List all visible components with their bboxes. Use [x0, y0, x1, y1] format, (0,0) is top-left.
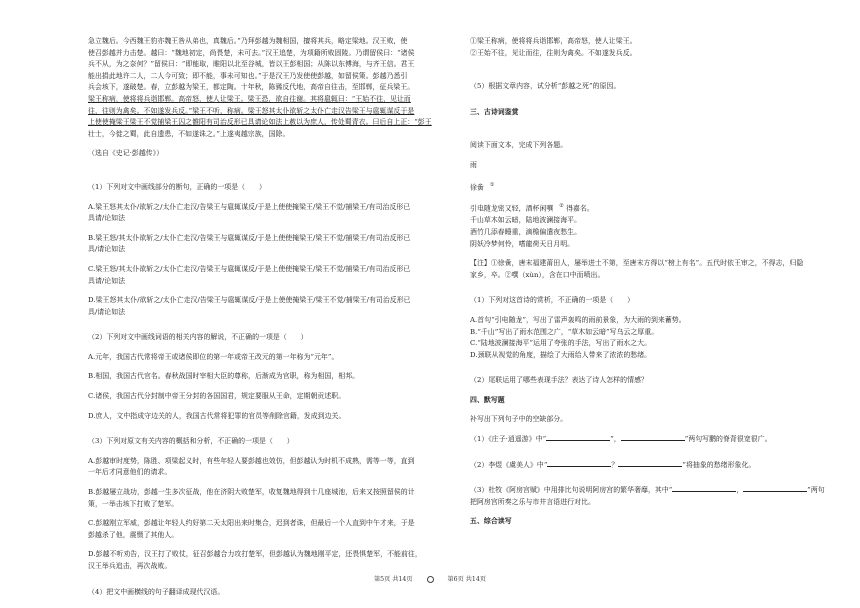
- fill-item-3: （3）杜牧《阿房宫赋》中用排比句说明阿房宫的繁华奢靡，其中“ ， ”两句 把阿房宫所奏之乐与市井言语进行对比。: [470, 486, 825, 506]
- poem-note: 【注】①徐夤，唐末福建莆田人，屡举进士不第，至唐末方得以“榜上有名”。五代时依王审之，不得志，归隐 家乡，卒。②噀（xùn），含在口中而喷出。: [470, 259, 804, 279]
- q4-item-1: ①梁王称病，使将将兵诣邯郸，高帝怒，使人让梁王。: [470, 37, 637, 45]
- fill-item-1: （1）《庄子·逍遥游》中“ ”， ”两句写鹏的脊背很宽很广。: [470, 435, 772, 444]
- q3-option-b: B.彭越屡立战功，彭越一生多次征战，他在济阴大败楚军，收复魏地得到十几座城池，后来又按照留侯的计 策，一举击垓下打败了楚军。: [88, 488, 415, 508]
- q4-item-2: ②王始不往，见让而往，往则为禽矣。不如遂发兵反。: [470, 48, 637, 57]
- poem-author: 徐夤 ①: [470, 181, 495, 191]
- right-page-number: 第6页 共14页: [447, 576, 486, 583]
- left-page: [88, 36, 435, 598]
- blank-line[interactable]: [547, 460, 611, 467]
- q6-option-b: B.“千山”写出了雨水范围之广，“草木如云暗”写乌云之厚重。: [470, 327, 659, 336]
- left-page-number: 第5页 共14页: [374, 576, 413, 583]
- q6-option-c: C.“陆地波澜接海平”运用了夸张的手法，写出了雨水之大。: [470, 339, 652, 348]
- q1-option-d: D.梁王怒其太仆/欲斩之/太仆亡走汉/告梁王与扈辄谋反/于是上使使掩梁王/梁王不觉/捕梁王/有司治反形已 具/请论如法: [88, 296, 411, 316]
- poem-line-1: 引电随龙密又轻，酒杯闲噀 ② 得嘉名。: [470, 203, 594, 213]
- page-footer: [0, 574, 860, 583]
- question-2-stem: （2）下列对文中画线词语的相关内容的解说，不正确的一项是（ ）: [88, 333, 308, 342]
- poem-note-mark: ①: [489, 181, 495, 188]
- poem-title: 雨: [470, 160, 477, 169]
- blank-line[interactable]: [546, 434, 610, 441]
- section-heading-3: 三、古诗词鉴赏: [470, 107, 519, 116]
- poem-line-2: 千山草木如云暗，陆地波澜接海平。: [470, 216, 582, 225]
- question-4-stem: （4）把文中画横线的句子翻译成现代汉语。: [88, 587, 225, 596]
- question-3-stem: （3）下列对原文有关内容的概括和分析，不正确的一项是（ ）: [88, 437, 294, 446]
- q2-option-d: D.庶人，文中指成守边关的人，我国古代常将犯罪的官员等削除官籍，发成到边关。: [88, 411, 346, 420]
- q3-option-a: A.彭越审时度势，陈胜、项梁起义时，有些年轻人要彭越也效仿，但彭越认为时机不成熟，需等一等，直到 一年后才同意他们的请求。: [88, 456, 415, 477]
- q2-option-c: C.诸侯，我国古代分封制中帝王分封的各国国君，规定要服从王命，定期朝贡述职。: [88, 392, 346, 401]
- poem-intro: 阅读下面文本，完成下列各题。: [470, 141, 568, 150]
- question-7-stem: （2）尾联运用了哪些表现手法？表达了诗人怎样的情感？: [470, 376, 648, 385]
- passage-line: 能出捐此地许二人，二人今可致；即不能，事未可知也。”于是汉王乃发使使彭越，如留侯策。彭越乃悉引: [88, 71, 408, 80]
- q1-option-a: A.梁王怒其太仆/欲斩之/太仆亡走汉/告梁王与扈辄谋反/于是上使使掩梁王/梁王不觉/捕梁王/有司治反形已 具请/论如法: [88, 202, 411, 223]
- passage-line: 急立魏后。今西魏王豹亦魏王咎从弟也，真魏后。”乃拜彭越为魏相国，擅将其兵，略定梁地。汉王败，使: [88, 37, 408, 45]
- q6-option-d: D.颈联从视觉的角度，描绘了大雨给人带来了浓浓的愁绪。: [470, 350, 652, 359]
- blank-line[interactable]: [618, 460, 682, 467]
- fill-intro: 补写出下列句子中的空缺部分。: [470, 415, 568, 424]
- question-6-stem: （1）下列对这首诗的赏析，不正确的一项是（ ）: [470, 296, 635, 305]
- q1-option-c: C.梁王怒/其太仆欲斩之/太仆亡走汉/告梁王与扈辄谋反/于是上使使掩梁王/梁王不觉/捕梁王/有司治反形已 具请/论如法: [88, 264, 411, 285]
- passage-source: （选自《史记·彭越传》）: [88, 149, 164, 158]
- section-heading-5: 五、综合读写: [470, 517, 512, 526]
- q6-option-a: A.首句“引电随龙”，写出了雷声轰鸣的雨前景象，为大雨的到来蓄势。: [470, 315, 686, 324]
- question-5-stem: （5）根据文章内容，试分析“彭越之死”的原因。: [470, 82, 621, 91]
- poem-line-3: 酒竹几添春睡重，滴檐偏遣夜愁生。: [470, 227, 582, 236]
- passage-line: 使召彭越并力击楚。越曰：“魏地初定，尚畏楚，未可去。”汉王追楚，为项籍所败固陵。乃谓留侯曰：“诸侯: [88, 48, 415, 57]
- passage-line: 壮士，今徙之蜀，此自遗患，不如遂诛之。”上遂夷越宗族，国除。: [88, 129, 290, 138]
- passage-line-underlined: 往，往则为禽矣。不如遂发兵反。”梁王不听，称病。梁王怒其太仆欲斩之太仆亡走汉告梁王与扈辄谋反于是: [88, 106, 415, 115]
- right-page: [470, 36, 840, 528]
- blank-line[interactable]: [672, 485, 736, 492]
- passage-line-underlined: 上使使掩梁王梁王不觉捕梁王囚之雒阳有司治反形已具请论如法上赦以为庶人，传处蜀青衣。曰后自上正：“彭王: [88, 118, 432, 127]
- passage-line: 兵不从，为之奈何？”留侯曰：“即能取，睢阳以北至谷城，皆以王彭相国；从陈以东傅海，与齐王信。君王: [88, 60, 415, 69]
- passage-line-underlined: 梁王称病，使将将兵诣邯郸。高帝怒，使人让梁王。梁王恐，欲自往谢。其将扈辄曰：“王始不往，见让而: [88, 94, 411, 103]
- q3-option-c: C.彭越刚立军威，彭越让年轻人约好第二天太阳出来时集合，迟到者诛，但最后一个人直到中午才来，于是 彭越杀了他，震慑了其他人。: [88, 519, 415, 539]
- blank-line[interactable]: [743, 485, 807, 492]
- q2-option-b: B.相国，我国古代官名。春秋战国时宰相大臣的尊称，后渐成为官职，称为相国，相邦。: [88, 372, 360, 381]
- section-heading-4: 四、默写题: [470, 395, 505, 404]
- question-1-stem: （1）下列对文中画线部分的断句，正确的一项是（ ）: [88, 182, 266, 191]
- blank-line[interactable]: [621, 434, 685, 441]
- passage-line: 兵会垓下，遂破楚。春，立彭越为梁王，都定陶。十年秋，陈豨反代地，高帝自往击，至邯郸，征兵梁王。: [88, 83, 415, 92]
- fill-item-2: （2）李煜《虞美人》中“ ？ ”将抽象的愁绪形象化。: [470, 460, 756, 469]
- q1-option-b: B.梁王怒/其太仆欲斩之/太仆亡走汉/告梁王与扈辄谋反/于是上使使掩梁王/梁王不觉/捕梁王/有司治反形已 具/请论如法: [88, 233, 411, 254]
- poem-line-4: 阴妖冷梦何怜，嗜龍荷天日月明。: [470, 239, 575, 248]
- q3-option-d: D.彭越不听劝告，汉王打了败仗，征召彭越合力攻打楚军，但彭越认为魏地刚平定，还畏惧楚军，不能前往， 汉王举兵追击，再次战败。: [88, 550, 422, 570]
- binding-hole-icon: [427, 576, 434, 583]
- q2-option-a: A.元年，我国古代常将帝王或诸侯即位的第一年或帝王改元的第一年称为“元年”。: [88, 352, 339, 361]
